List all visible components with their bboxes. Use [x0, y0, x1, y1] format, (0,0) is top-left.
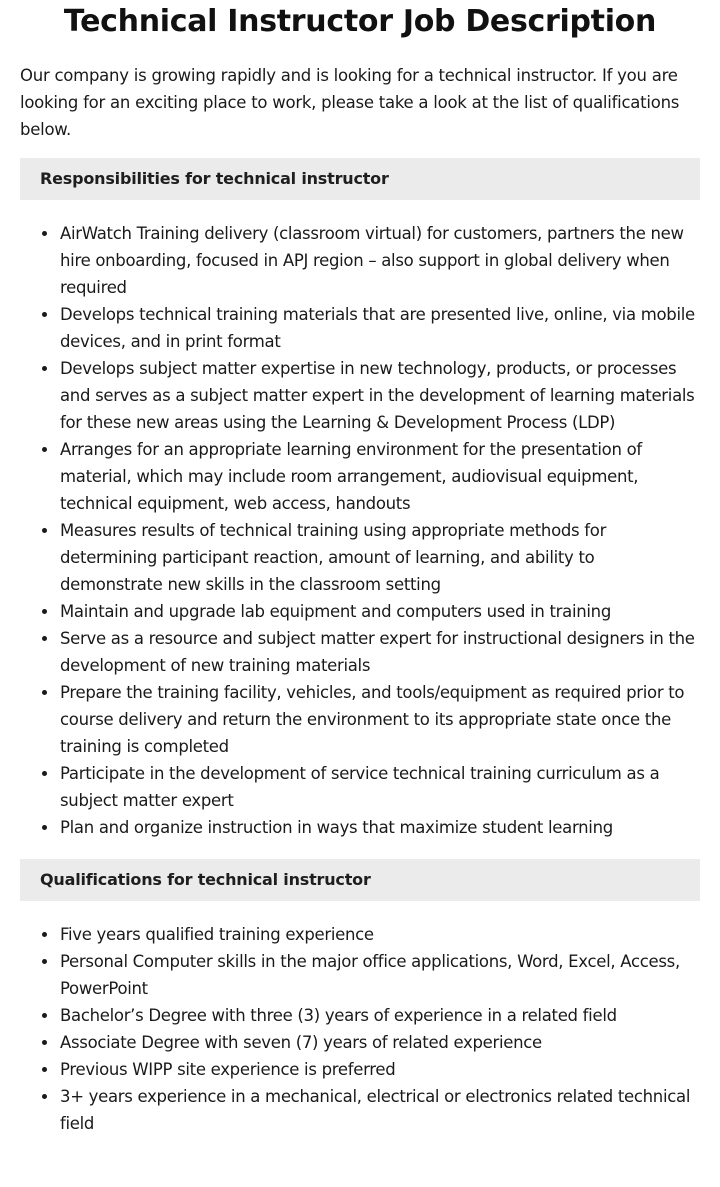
page-title: Technical Instructor Job Description	[63, 4, 657, 39]
list-item: Participate in the development of service technical training curriculum as a subject matter expert	[20, 760, 700, 814]
list-item: Serve as a resource and subject matter expert for instructional designers in the development of new training materials	[20, 625, 700, 679]
list-item: Arranges for an appropriate learning environment for the presentation of material, which may include room arrangement, audiovisual equipment, technical equipment, web access, handouts	[20, 436, 700, 517]
responsibilities-heading: Responsibilities for technical instructor	[20, 158, 700, 200]
list-item: Develops subject matter expertise in new technology, products, or processes and serves as a subject matter expert in the development of learning materials for these new areas using the Learning & Development Process (LDP)	[20, 355, 700, 436]
responsibilities-list	[20, 220, 700, 841]
list-item: Maintain and upgrade lab equipment and computers used in training	[20, 598, 700, 625]
list-item: Previous WIPP site experience is preferred	[20, 1056, 700, 1083]
list-item: Plan and organize instruction in ways that maximize student learning	[20, 814, 700, 841]
list-item: Develops technical training materials that are presented live, online, via mobile devices, and in print format	[20, 301, 700, 355]
list-item: Prepare the training facility, vehicles, and tools/equipment as required prior to course delivery and return the environment to its appropriate state once the training is completed	[20, 679, 700, 760]
qualifications-list	[20, 921, 700, 1137]
list-item: Five years qualified training experience	[20, 921, 700, 948]
list-item: Measures results of technical training using appropriate methods for determining participant reaction, amount of learning, and ability to demonstrate new skills in the classroom setting	[20, 517, 700, 598]
list-item: Bachelor’s Degree with three (3) years of experience in a related field	[20, 1002, 700, 1029]
intro-paragraph: Our company is growing rapidly and is looking for a technical instructor. If you are looking for an exciting place to work, please take a look at the list of qualifications below.	[20, 66, 680, 139]
list-item: AirWatch Training delivery (classroom virtual) for customers, partners the new hire onboarding, focused in APJ region – also support in global delivery when required	[20, 220, 700, 301]
qualifications-heading: Qualifications for technical instructor	[20, 859, 700, 901]
list-item: Personal Computer skills in the major office applications, Word, Excel, Access, PowerPoint	[20, 948, 700, 1002]
list-item: Associate Degree with seven (7) years of related experience	[20, 1029, 700, 1056]
list-item: 3+ years experience in a mechanical, electrical or electronics related technical field	[20, 1083, 700, 1137]
